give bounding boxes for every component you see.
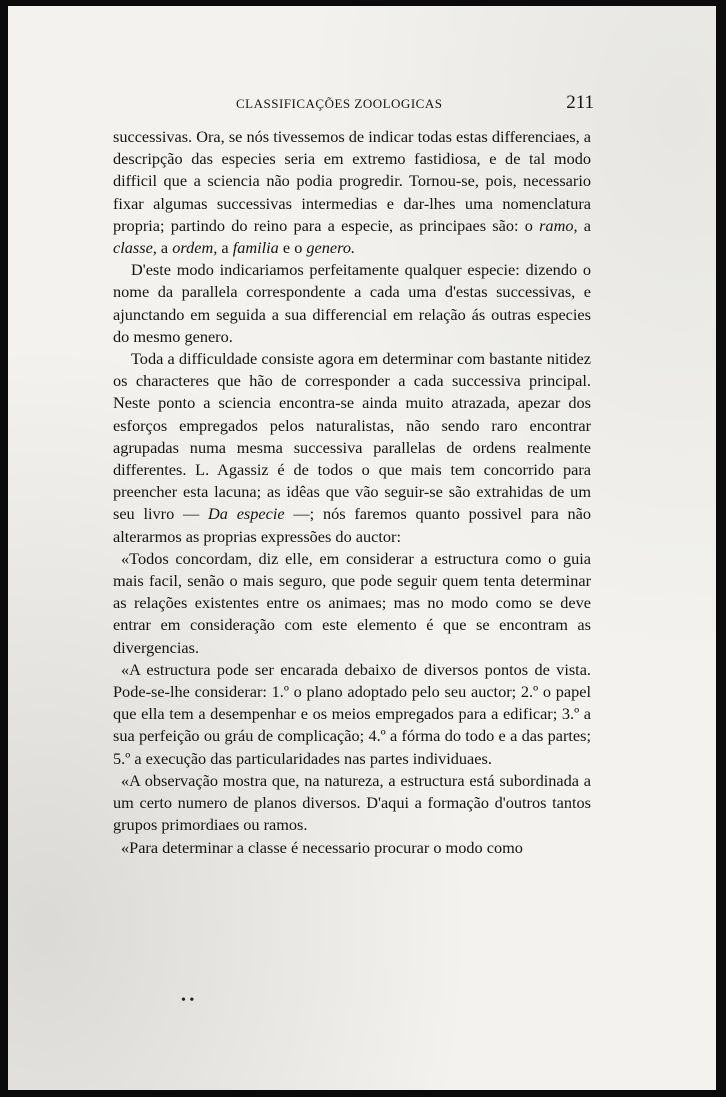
italic-text: ramo, [539, 215, 578, 235]
paragraph [113, 126, 591, 259]
paragraph [113, 259, 591, 348]
page-number: 211 [566, 92, 594, 113]
paragraph [113, 659, 591, 770]
text-run: Toda a difficuldade consiste agora em determinar com bastante nitidez os characteres que hão de corresponder a cada successiva principal. Neste ponto a sciencia encontra-se ainda muito atrazada, apezar dos esforços empregados pelos naturalistas, não sendo raro encontrar agrupadas numa mesma successiva parallelas de ordens realmente differentes. L. Agassiz é de todos o que mais tem concorrido para preencher esta lacuna; as idêas que vão seguir-se são extrahidas de um seu livro — [113, 349, 591, 524]
text-run: «A observação mostra que, na natureza, a estructura está subordinada a um certo numero de planos diversos. D'aqui a formação d'outros tantos grupos primordiaes ou ramos. [113, 770, 591, 835]
printer-marks: • • [181, 993, 195, 1008]
italic-text: Da especie [208, 504, 285, 524]
text-run: successivas. Ora, se nós tivessemos de indicar todas estas differenciaes, a descripção das especies seria em extremo fastidiosa, e de tal modo difficil que a sciencia não podia progredir. Tornou-se, pois, necessario fixar algumas successivas intermedias e dar-lhes uma nomenclatura propria; partindo do reino para a especie, as principaes são: o [113, 127, 591, 235]
body-text [113, 126, 591, 859]
italic-text: ordem, [172, 238, 218, 258]
text-run: «A estructura pode ser encarada debaixo de diversos pontos de vista. Pode-se-lhe considerar: 1.º o plano adoptado pelo seu auctor; 2.º o papel que ella tem a desempenhar e os meios empregados para a edificar; 3.º a sua perfeição ou gráu de complicação; 4.º a fórma do todo e a das partes; 5.º a execução das particularidades nas partes individuaes. [113, 659, 591, 768]
text-run: e o [278, 238, 307, 258]
text-run: —; nós faremos quanto possivel para não alterarmos as proprias expressões do auctor: [113, 504, 592, 546]
text-run: a [217, 238, 233, 258]
paragraph [113, 770, 591, 837]
text-run: D'este modo indicariamos perfeitamente qualquer especie: dizendo o nome da parallela correspondente a cada uma d'estas successivas, e ajunctando em seguida a sua differencial em relação ás outras especies do mesmo genero. [113, 260, 591, 346]
paragraph [113, 548, 591, 659]
paragraph [113, 837, 591, 859]
text-run: a [577, 215, 592, 235]
italic-text: familia [232, 238, 279, 258]
book-page [8, 6, 716, 1090]
text-run: «Para determinar a classe é necessario procurar o modo como [121, 837, 523, 857]
italic-text: genero. [306, 238, 356, 258]
italic-text: classe, [113, 238, 157, 258]
running-header [108, 92, 594, 118]
paragraph [113, 348, 591, 548]
running-title: CLASSIFICAÇÕES ZOOLOGICAS [236, 96, 443, 111]
text-run: «Todos concordam, diz elle, em considerar a estructura como o guia mais facil, senão o mais seguro, que pode seguir quem tenta determinar as relações existentes entre os animaes; mas no modo como se deve entrar em consideração com este elemento é que se encontram as divergencias. [113, 548, 591, 657]
text-run: a [156, 238, 173, 258]
